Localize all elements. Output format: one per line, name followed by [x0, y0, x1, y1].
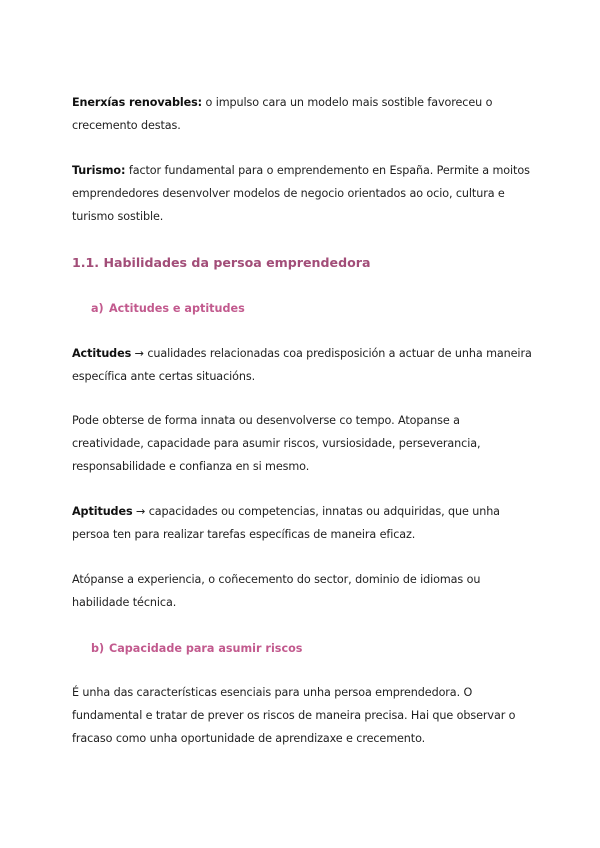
- subheading-title-b: Capacidade para asumir riscos: [109, 642, 303, 655]
- section-heading-habilidades: 1.1. Habilidades da persoa emprendedora: [72, 255, 371, 270]
- text-enerxias-renovables: o impulso cara un modelo mais sostible favoreceu o crecemento destas.: [72, 96, 493, 132]
- text-aptitudes: → capacidades ou competencias, innatas ou adquiridas, que unha persoa ten para realizar tarefas específicas de maneira eficaz.: [72, 505, 500, 541]
- term-turismo: Turismo:: [72, 164, 126, 177]
- paragraph-actitudes-detail: Pode obterse de forma innata ou desenvolverse co tempo. Atopanse a creatividade, capacidade para asumir riscos, vursiosidade, perseverancia, responsabilidade e confianza en si mesmo.: [72, 414, 481, 473]
- paragraph-actitudes: [72, 342, 532, 388]
- paragraph-riscos-detail: É unha das características esenciais para unha persoa emprendedora. O fundamental e tratar de prever os riscos de maneira precisa. Hai que observar o fracaso como unha oportunidade de aprendizaxe e crecemento.: [72, 686, 516, 745]
- subheading-marker-a: a): [91, 302, 104, 315]
- term-actitudes: Actitudes: [72, 347, 132, 360]
- paragraph-enerxias-renovables: [72, 91, 532, 137]
- text-turismo: factor fundamental para o emprendemento en España. Permite a moitos emprendedores desenvolver modelos de negocio orientados ao ocio, cultura e turismo sostible.: [72, 164, 530, 223]
- paragraph-aptitudes: [72, 500, 532, 546]
- term-enerxias-renovables: Enerxías renovables:: [72, 96, 203, 109]
- paragraph-aptitudes-detail: Atópanse a experiencia, o coñecemento do sector, dominio de idiomas ou habilidade técnica.: [72, 573, 481, 609]
- paragraph-turismo: [72, 159, 532, 228]
- subheading-actitudes-aptitudes: [91, 300, 245, 318]
- subheading-marker-b: b): [91, 642, 105, 655]
- text-actitudes: → cualidades relacionadas coa predisposición a actuar de unha maneira específica ante certas situacións.: [72, 347, 532, 383]
- term-aptitudes: Aptitudes: [72, 505, 133, 518]
- subheading-capacidade-riscos: [91, 640, 302, 658]
- subheading-title-a: Actitudes e aptitudes: [109, 302, 245, 315]
